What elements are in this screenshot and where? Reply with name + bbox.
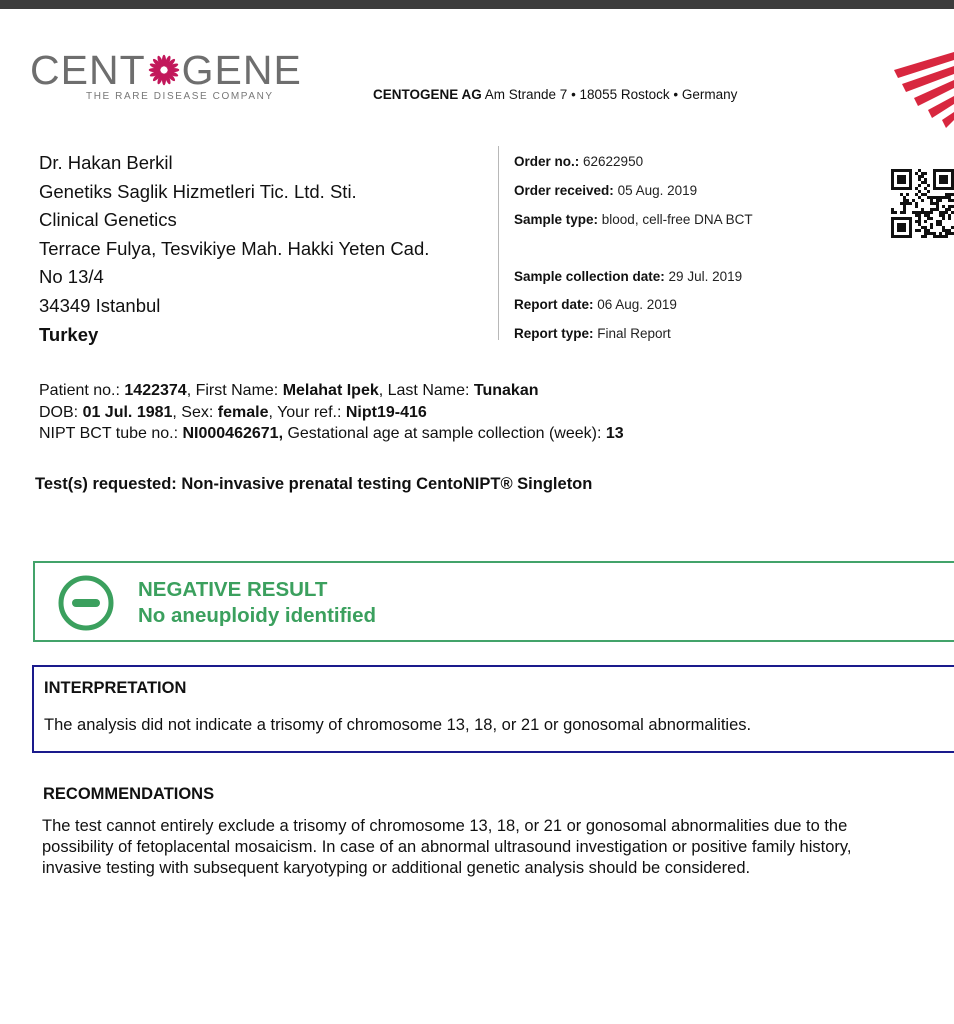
corner-brand-icon <box>888 48 954 128</box>
report-type: Report type: Final Report <box>514 326 671 341</box>
recipient-country: Turkey <box>39 323 99 345</box>
patient-line: DOB: 01 Jul. 1981, Sex: female, Your ref.: Nipt19-416 <box>39 403 427 421</box>
recipient-line: Dr. Hakan Berkil <box>39 152 173 173</box>
recommendations-line: possibility of fetoplacental mosaicism. In case of an abnormal ultrasound investigation or positive family history, <box>42 838 852 856</box>
sample-collection-date: Sample collection date: 29 Jul. 2019 <box>514 269 743 284</box>
result-subtitle: No aneuploidy identified <box>138 604 377 627</box>
logo-tagline: THE RARE DISEASE COMPANY <box>86 91 274 102</box>
recipient-line: 34349 Istanbul <box>39 294 161 316</box>
top-bar <box>0 0 954 9</box>
recipient-line: Genetiks Saglik Hizmetleri Tic. Ltd. Sti. <box>39 180 357 202</box>
order-no: Order no.: 62622950 <box>514 154 644 169</box>
interpretation-text: The analysis did not indicate a trisomy of chromosome 13, 18, or 21 or gonosomal abnormalities. <box>44 716 752 734</box>
result-title: NEGATIVE RESULT <box>138 578 328 601</box>
recommendations-line: The test cannot entirely exclude a trisomy of chromosome 13, 18, or 21 or gonosomal abnormalities due to the <box>42 817 848 835</box>
report-date: Report date: 06 Aug. 2019 <box>514 297 677 312</box>
recommendations-text <box>42 816 947 879</box>
recipient-line: Terrace Fulya, Tesvikiye Mah. Hakki Yeten Cad. <box>39 237 430 259</box>
order-received: Order received: 05 Aug. 2019 <box>514 183 698 198</box>
patient-line: NIPT BCT tube no.: NI000462671, Gestational age at sample collection (week): 13 <box>39 425 624 442</box>
recipient-line: Clinical Genetics <box>39 209 177 231</box>
recipient-address <box>39 149 429 349</box>
flower-icon <box>147 53 181 87</box>
sample-type: Sample type: blood, cell-free DNA BCT <box>514 212 753 227</box>
minus-circle-icon <box>57 574 115 632</box>
vertical-divider <box>498 146 499 340</box>
qr-code-icon <box>891 168 954 239</box>
recommendations-line: invasive testing with subsequent karyotyping or additional genetic analysis should be considered. <box>42 859 751 877</box>
recommendations-heading: RECOMMENDATIONS <box>43 785 215 803</box>
company-address: CENTOGENE AG Am Strande 7 • 18055 Rostock • Germany <box>373 87 738 102</box>
recipient-line: No 13/4 <box>39 266 104 288</box>
tests-requested: Test(s) requested: Non-invasive prenatal testing CentoNIPT® Singleton <box>35 475 593 493</box>
centogene-logo: CENT GENE THE RARE DISEASE COMPANY <box>30 47 302 102</box>
patient-info <box>39 380 624 445</box>
interpretation-heading: INTERPRETATION <box>44 679 187 697</box>
patient-line: Patient no.: 1422374, First Name: Melahat Ipek, Last Name: Tunakan <box>39 382 539 399</box>
